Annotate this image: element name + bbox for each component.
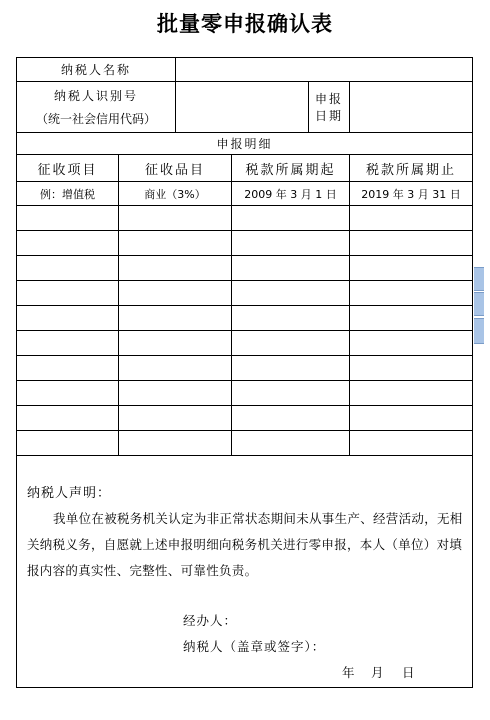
period-end-cell[interactable] (350, 306, 473, 331)
page-title: 批量零申报确认表 (157, 12, 333, 36)
taxpayer-id-row (17, 82, 473, 133)
period-end-cell[interactable] (350, 206, 473, 231)
side-scroll-marker (474, 292, 484, 316)
item-cell[interactable] (17, 331, 119, 356)
period-end-cell[interactable] (350, 381, 473, 406)
period-start-cell[interactable] (232, 306, 350, 331)
period-end-cell[interactable] (350, 281, 473, 306)
table-row (17, 381, 473, 406)
declaration-heading: 纳税人声明： (27, 486, 112, 501)
category-cell[interactable] (119, 206, 232, 231)
category-cell[interactable] (119, 431, 232, 456)
item-cell[interactable] (17, 256, 119, 281)
column-header-row (17, 155, 473, 182)
side-scroll-marker (474, 267, 484, 291)
period-end-cell[interactable] (350, 331, 473, 356)
example-period-start: 2009 年 3 月 1 日 (232, 182, 350, 206)
table-row (17, 306, 473, 331)
category-cell[interactable] (119, 256, 232, 281)
column-header-period-start: 税款所属期起 (232, 155, 350, 182)
taxpayer-name-field[interactable] (176, 58, 473, 82)
item-cell[interactable] (17, 431, 119, 456)
table-row (17, 256, 473, 281)
declare-date-label: 申报日期 (309, 82, 350, 133)
table-row (17, 231, 473, 256)
period-start-cell[interactable] (232, 256, 350, 281)
taxpayer-id-label-line2: （统一社会信用代码） (36, 112, 157, 126)
item-cell[interactable] (17, 381, 119, 406)
example-category: 商业（3%） (119, 182, 232, 206)
period-start-cell[interactable] (232, 381, 350, 406)
column-header-category: 征收品目 (119, 155, 232, 182)
example-period-end: 2019 年 3 月 31 日 (350, 182, 473, 206)
category-cell[interactable] (119, 406, 232, 431)
taxpayer-id-label (17, 82, 176, 133)
category-cell[interactable] (119, 331, 232, 356)
item-cell[interactable] (17, 231, 119, 256)
period-end-cell[interactable] (350, 431, 473, 456)
taxpayer-id-field[interactable] (176, 82, 309, 133)
category-cell[interactable] (119, 381, 232, 406)
declaration-section (17, 456, 473, 688)
side-scroll-marker (474, 318, 484, 344)
period-start-cell[interactable] (232, 331, 350, 356)
date-month-label: 月 (371, 665, 385, 680)
date-day-label: 日 (402, 665, 416, 680)
column-header-period-end: 税款所属期止 (350, 155, 473, 182)
period-start-cell[interactable] (232, 231, 350, 256)
declaration-body: 我单位在被税务机关认定为非正常状态期间未从事生产、经营活动，无相关纳税义务，自愿就上述申报明细向税务机关进行零申报，本人（单位）对填报内容的真实性、完整性、可靠性负责。 (27, 511, 463, 578)
item-cell[interactable] (17, 206, 119, 231)
table-row (17, 331, 473, 356)
details-header: 申报明细 (17, 133, 473, 155)
taxpayer-id-label-line1: 纳税人识别号 (54, 89, 139, 103)
period-start-cell[interactable] (232, 206, 350, 231)
confirmation-form-table (16, 57, 473, 688)
table-row (17, 431, 473, 456)
category-cell[interactable] (119, 306, 232, 331)
category-cell[interactable] (119, 281, 232, 306)
example-item: 例：增值税 (17, 182, 119, 206)
table-row (17, 406, 473, 431)
table-row (17, 206, 473, 231)
period-start-cell[interactable] (232, 406, 350, 431)
declare-date-field[interactable] (350, 82, 473, 133)
item-cell[interactable] (17, 281, 119, 306)
period-start-cell[interactable] (232, 356, 350, 381)
declaration-row (17, 456, 473, 688)
category-cell[interactable] (119, 231, 232, 256)
period-start-cell[interactable] (232, 431, 350, 456)
item-cell[interactable] (17, 406, 119, 431)
taxpayer-name-label: 纳税人名称 (17, 58, 176, 82)
taxpayer-sign-label: 纳税人（盖章或签字）： (183, 639, 326, 654)
handler-label: 经办人： (183, 613, 238, 628)
taxpayer-name-row (17, 58, 473, 82)
period-end-cell[interactable] (350, 231, 473, 256)
category-cell[interactable] (119, 356, 232, 381)
period-start-cell[interactable] (232, 281, 350, 306)
period-end-cell[interactable] (350, 256, 473, 281)
table-row (17, 281, 473, 306)
column-header-item: 征收项目 (17, 155, 119, 182)
date-year-label: 年 (342, 665, 356, 680)
item-cell[interactable] (17, 356, 119, 381)
period-end-cell[interactable] (350, 356, 473, 381)
example-row (17, 182, 473, 206)
item-cell[interactable] (17, 306, 119, 331)
table-row (17, 356, 473, 381)
period-end-cell[interactable] (350, 406, 473, 431)
details-header-row (17, 133, 473, 155)
